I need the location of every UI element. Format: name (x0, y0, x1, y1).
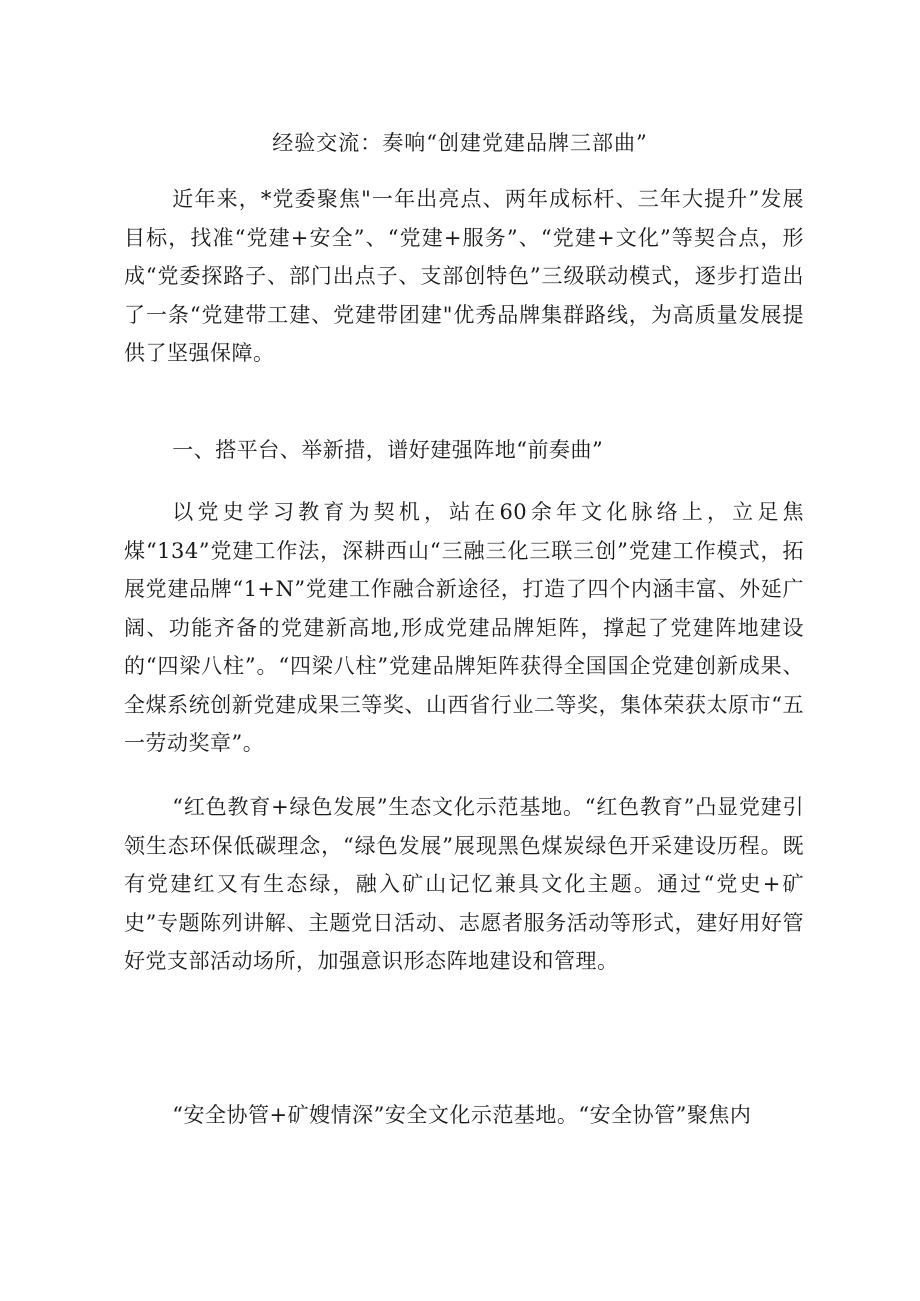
document-title: 经验交流：奏响“创建党建品牌三部曲” (272, 131, 648, 155)
paragraph-red-green-base: “红色教育+绿色发展”生态文化示范基地。“红色教育”凸显党建引领生态环保低碳理念，“绿色发展”展现黑色煤炭绿色开采建设历程。既有党建红又有生态绿，融入矿山记忆兼具文化主题。通过“党史+矿史”专题陈列讲解、主题党日活动、志愿者服务活动等形式，建好用好管好党支部活动场所，加强意识形态阵地建设和管理。 (124, 795, 804, 973)
paragraph-platform: 以党史学习教育为契机，站在60余年文化脉络上，立足焦煤“134”党建工作法，深耕西山“三融三化三联三创”党建工作模式，拓展党建品牌“1+N”党建工作融合新途径，打造了四个内涵丰富、外延广阔、功能齐备的党建新高地,形成党建品牌矩阵，撑起了党建阵地建设的“四梁八柱”。“四梁八柱”党建品牌矩阵获得全国国企党建创新成果、全煤系统创新党建成果三等奖、山西省行业二等奖，集体荣获太原市“五一劳动奖章”。 (124, 500, 804, 755)
section-heading-1: 一、搭平台、举新措，谱好建强阵地“前奏曲” (172, 438, 604, 462)
paragraph-intro: 近年来，*党委聚焦"一年出亮点、两年成标杆、三年大提升”发展目标，找准“党建+安全”、“党建+服务”、“党建+文化”等契合点，形成“党委探路子、部门出点子、支部创特色”三级联动模式，逐步打造出了一条“党建带工建、党建带团建"优秀品牌集群路线，为高质量发展提供了坚强保障。 (124, 187, 804, 365)
paragraph-safety-base: “安全协管+矿嫂情深”安全文化示范基地。“安全协管”聚焦内 (172, 1103, 752, 1127)
